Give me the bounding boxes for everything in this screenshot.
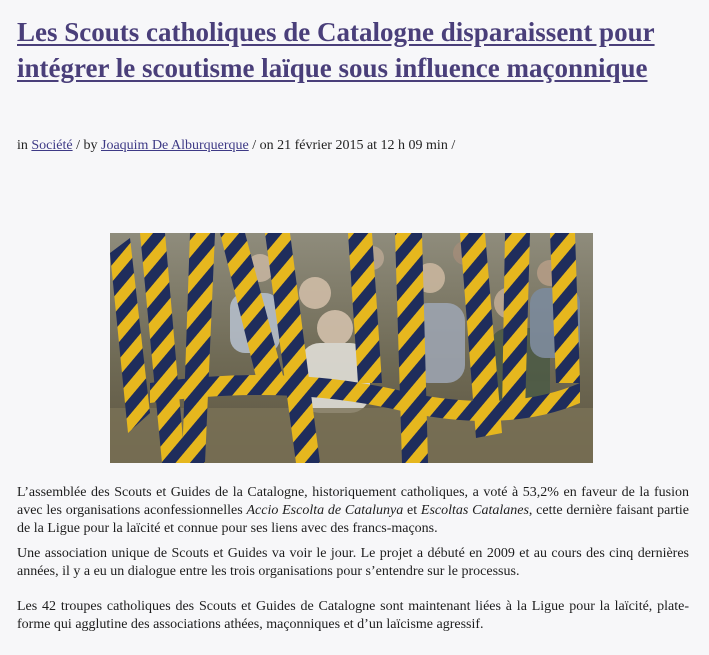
article-paragraph-2: Une association unique de Scouts et Guides va voir le jour. Le projet a débuté en 2009 et au cours des cinq dernières années, il y a eu un dialogue entre les trois organisations pour s’entendre sur le processus.: [17, 546, 689, 579]
p1-text-a: L’assemblée des Scouts et Guides de la Catalogne, historiquement catholiques, a voté à 53,2% en faveur de la fusion avec les organisations aconfessionnelles: [17, 485, 689, 518]
article-photo: [110, 233, 593, 463]
p1-org-1: Accio Escolta de Catalunya: [246, 503, 404, 518]
post-date: / on 21 février 2015 at 12 h 09 min /: [252, 138, 456, 153]
article-title-link[interactable]: Les Scouts catholiques de Catalogne disparaissent pour intégrer le scoutisme laïque sous influence maçonnique: [17, 17, 655, 83]
category-link[interactable]: Société: [31, 138, 73, 153]
author-link[interactable]: Joaquim De Alburquerque: [101, 138, 249, 153]
meta-in-label: in: [17, 138, 28, 153]
article-paragraph-1: [17, 484, 689, 538]
scout-scarves-illustration: [110, 233, 593, 463]
p1-org-2: Escoltas Catalanes: [420, 503, 529, 518]
article-paragraph-3: Les 42 troupes catholiques des Scouts et Guides de Catalogne sont maintenant liées à la Ligue pour la laïcité, plate-forme qui agglutine des associations athées, maçonniques et d’un laïcisme agressif.: [17, 599, 689, 632]
p1-text-b: , cette dernière faisant partie de la Ligue pour la laïcité et connue pour ses liens avec des francs-maçons.: [17, 503, 689, 536]
meta-by-label: / by: [76, 138, 98, 153]
post-meta: [17, 137, 697, 155]
p1-and: et: [407, 503, 418, 518]
